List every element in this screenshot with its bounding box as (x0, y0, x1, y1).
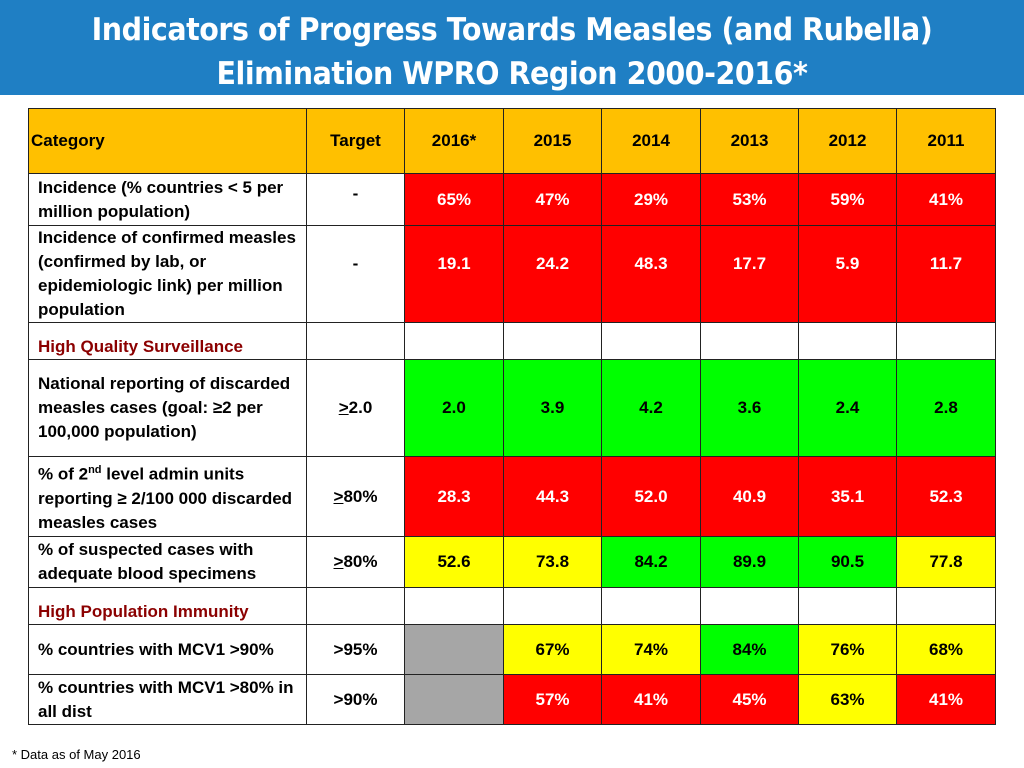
section-label: High Population Immunity (29, 588, 307, 625)
value-cell: 11.7 (897, 226, 996, 323)
value-cell: 84% (701, 625, 799, 675)
table-row (29, 360, 996, 457)
value-cell: 84.2 (602, 537, 701, 588)
value-cell: 4.2 (602, 360, 701, 457)
empty-cell (897, 323, 996, 360)
header-category: Category (29, 109, 307, 174)
value-cell: 67% (504, 625, 602, 675)
value-cell: 24.2 (504, 226, 602, 323)
value-cell: 74% (602, 625, 701, 675)
header-year-2015: 2015 (504, 109, 602, 174)
empty-cell (405, 588, 504, 625)
value-cell: 63% (799, 675, 897, 725)
table-row (29, 537, 996, 588)
empty-cell (504, 588, 602, 625)
value-cell: 40.9 (701, 457, 799, 537)
table-row (29, 226, 996, 323)
page-title (41, 8, 983, 96)
category-text: % of 2 (38, 464, 89, 484)
value-cell: 77.8 (897, 537, 996, 588)
value-cell: 35.1 (799, 457, 897, 537)
empty-cell (701, 588, 799, 625)
table-row (29, 174, 996, 226)
row-target (307, 360, 405, 457)
empty-cell (307, 588, 405, 625)
value-cell: 41% (897, 174, 996, 226)
value-cell: 5.9 (799, 226, 897, 323)
row-category: % of suspected cases with adequate blood specimens (29, 537, 307, 588)
section-row-surveillance (29, 323, 996, 360)
row-target (307, 537, 405, 588)
header-row (29, 109, 996, 174)
section-row-immunity (29, 588, 996, 625)
row-target: >95% (307, 625, 405, 675)
value-cell: 28.3 (405, 457, 504, 537)
value-cell: 76% (799, 625, 897, 675)
value-cell: 52.3 (897, 457, 996, 537)
value-cell: 41% (897, 675, 996, 725)
indicators-table (28, 108, 996, 725)
empty-cell (307, 323, 405, 360)
row-category: National reporting of discarded measles cases (goal: ≥2 per 100,000 population) (29, 360, 307, 457)
value-cell: 44.3 (504, 457, 602, 537)
header-year-2012: 2012 (799, 109, 897, 174)
value-cell: 57% (504, 675, 602, 725)
value-cell: 89.9 (701, 537, 799, 588)
value-cell: 45% (701, 675, 799, 725)
header-year-2013: 2013 (701, 109, 799, 174)
row-category (29, 457, 307, 537)
value-cell: 53% (701, 174, 799, 226)
target-value: 80% (343, 552, 378, 571)
empty-cell (405, 323, 504, 360)
target-prefix: > (333, 552, 344, 571)
value-cell: 90.5 (799, 537, 897, 588)
value-cell: 52.0 (602, 457, 701, 537)
empty-cell (504, 323, 602, 360)
table-row (29, 675, 996, 725)
value-cell: 19.1 (405, 226, 504, 323)
table-row (29, 625, 996, 675)
table-row (29, 457, 996, 537)
target-value: 2.0 (348, 398, 373, 417)
value-cell: 17.7 (701, 226, 799, 323)
value-cell: 2.0 (405, 360, 504, 457)
value-cell-empty (405, 675, 504, 725)
empty-cell (897, 588, 996, 625)
empty-cell (799, 588, 897, 625)
value-cell: 59% (799, 174, 897, 226)
row-target: - (307, 174, 405, 226)
value-cell: 68% (897, 625, 996, 675)
row-category: % countries with MCV1 >90% (29, 625, 307, 675)
header-year-2011: 2011 (897, 109, 996, 174)
category-superscript: nd (88, 464, 102, 477)
row-target: - (307, 226, 405, 323)
value-cell: 73.8 (504, 537, 602, 588)
header-target: Target (307, 109, 405, 174)
title-line-1: Indicators of Progress Towards Measles (and Rubella) (91, 12, 933, 48)
row-target (307, 457, 405, 537)
value-cell: 41% (602, 675, 701, 725)
value-cell: 47% (504, 174, 602, 226)
title-line-2: Elimination WPRO Region 2000-2016* (216, 56, 808, 92)
row-category: % countries with MCV1 >80% in all dist (29, 675, 307, 725)
target-prefix: > (338, 398, 349, 417)
row-category: Incidence (% countries < 5 per million population) (29, 174, 307, 226)
target-prefix: > (333, 486, 344, 506)
section-label: High Quality Surveillance (29, 323, 307, 360)
empty-cell (799, 323, 897, 360)
row-target: >90% (307, 675, 405, 725)
empty-cell (602, 588, 701, 625)
header-year-2014: 2014 (602, 109, 701, 174)
value-cell: 52.6 (405, 537, 504, 588)
target-value: 80% (343, 486, 378, 506)
value-cell: 3.9 (504, 360, 602, 457)
empty-cell (602, 323, 701, 360)
title-banner (0, 0, 1024, 95)
empty-cell (701, 323, 799, 360)
value-cell: 65% (405, 174, 504, 226)
value-cell: 29% (602, 174, 701, 226)
value-cell: 2.4 (799, 360, 897, 457)
header-year-2016: 2016* (405, 109, 504, 174)
value-cell-empty (405, 625, 504, 675)
value-cell: 2.8 (897, 360, 996, 457)
value-cell: 48.3 (602, 226, 701, 323)
footnote: * Data as of May 2016 (12, 747, 141, 762)
value-cell: 3.6 (701, 360, 799, 457)
category-text-rest: level admin units reporting ≥ 2/100 000 discarded measles cases (38, 464, 293, 532)
row-category: Incidence of confirmed measles (confirmed by lab, or epidemiologic link) per million population (29, 226, 307, 323)
